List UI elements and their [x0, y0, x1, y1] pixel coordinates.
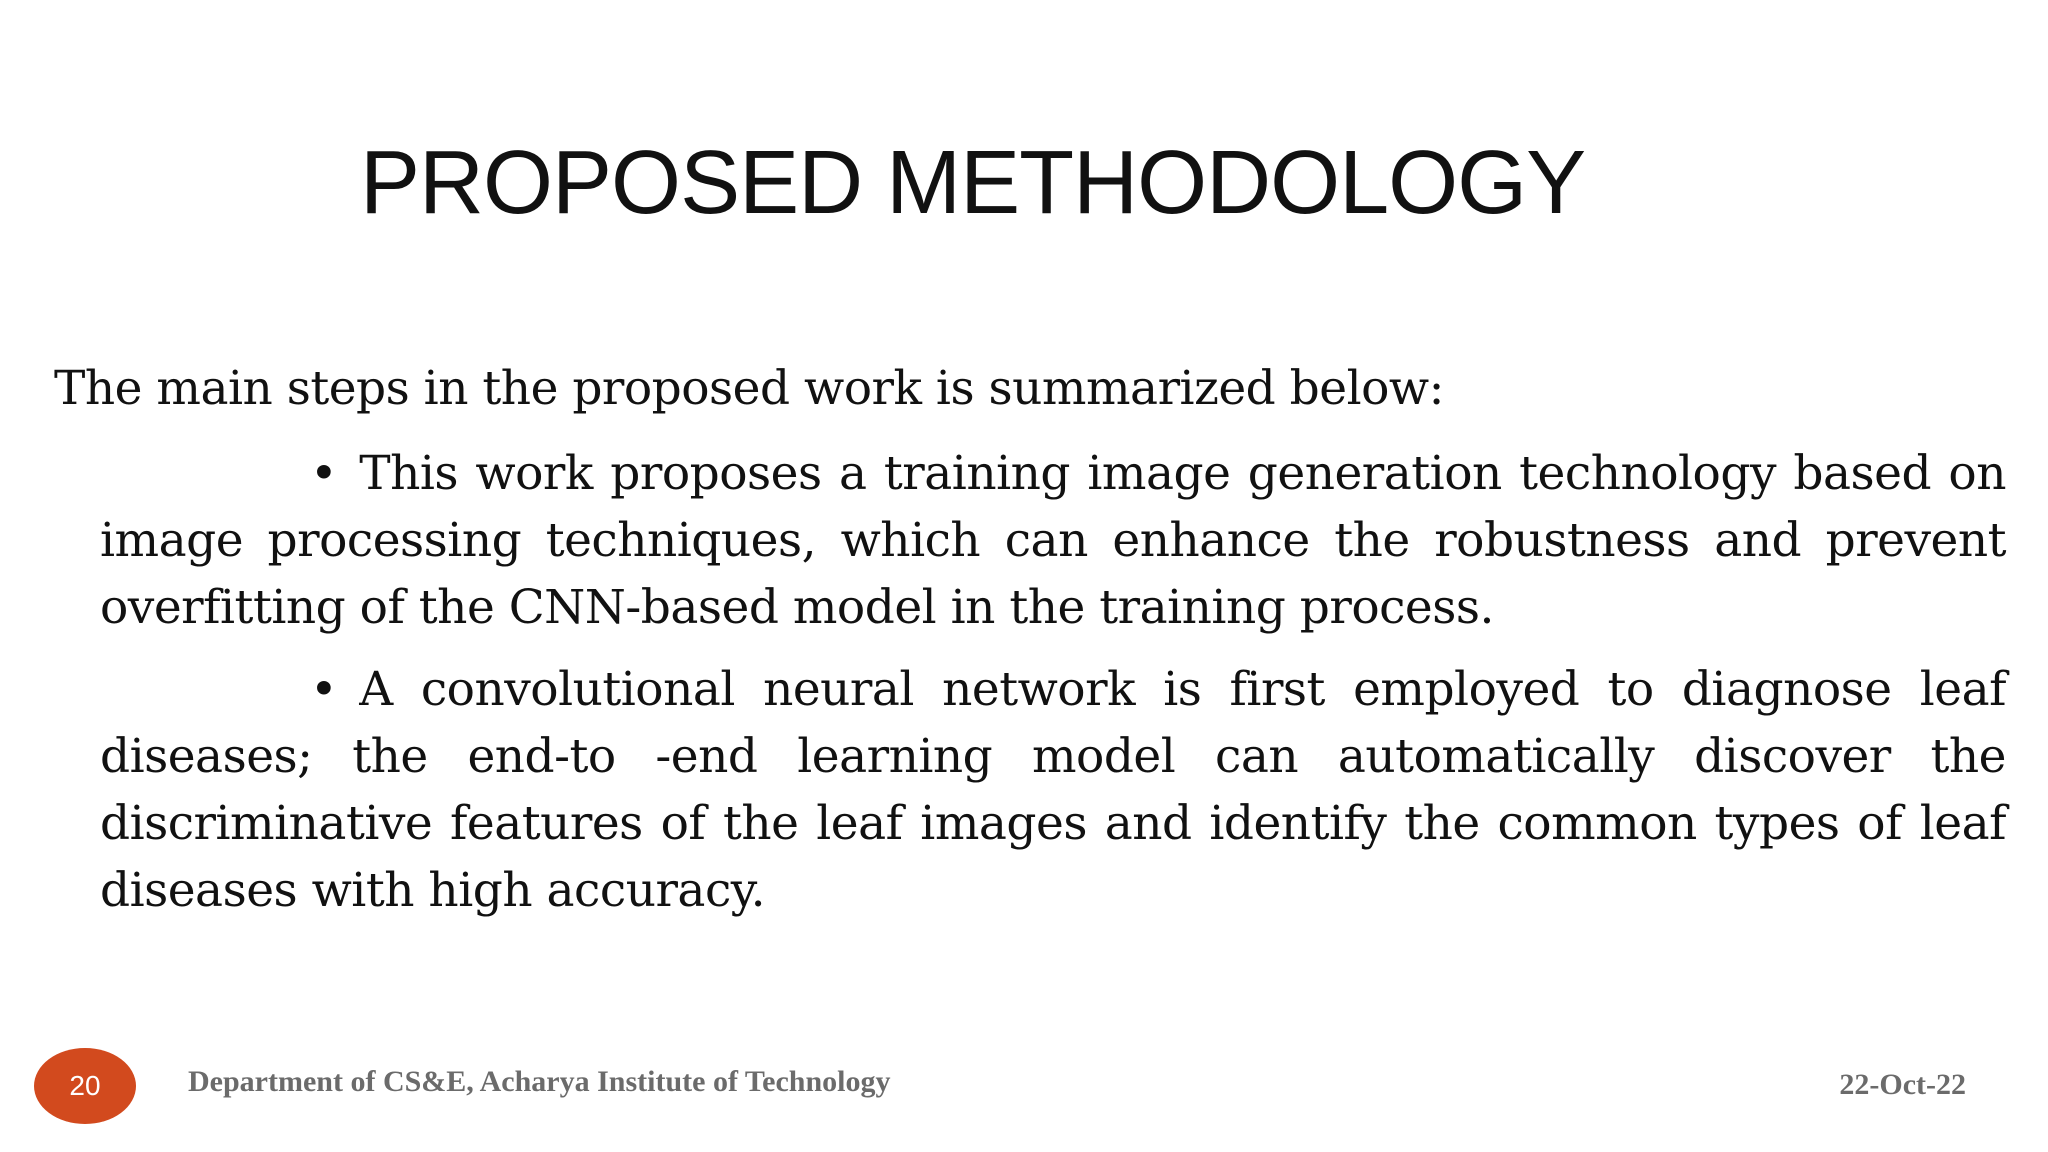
page-number-badge: 20 — [34, 1048, 136, 1124]
bullet-dot-icon: • — [310, 662, 338, 717]
bullet-list — [100, 440, 2006, 939]
intro-text: The main steps in the proposed work is summarized below: — [54, 361, 1444, 416]
footer-department: Department of CS&E, Acharya Institute of Technology — [188, 1065, 891, 1098]
bullet-item — [100, 440, 2006, 641]
bullet-dot-icon: • — [310, 446, 338, 501]
bullet-text: This work proposes a training image generation technology based on image processing techniques, which can enhance the robustness and prevent overfitting of the CNN-based model in the training process. — [100, 446, 2006, 635]
slide-title: PROPOSED METHODOLOGY — [360, 133, 1586, 233]
bullet-text: A convolutional neural network is first employed to diagnose leaf diseases; the end-to -end learning model can automatically discover the discriminative features of the leaf images and identify the common types of leaf diseases with high accuracy. — [100, 662, 2006, 918]
bullet-item — [100, 656, 2006, 924]
footer-date: 22-Oct-22 — [1839, 1068, 1966, 1101]
